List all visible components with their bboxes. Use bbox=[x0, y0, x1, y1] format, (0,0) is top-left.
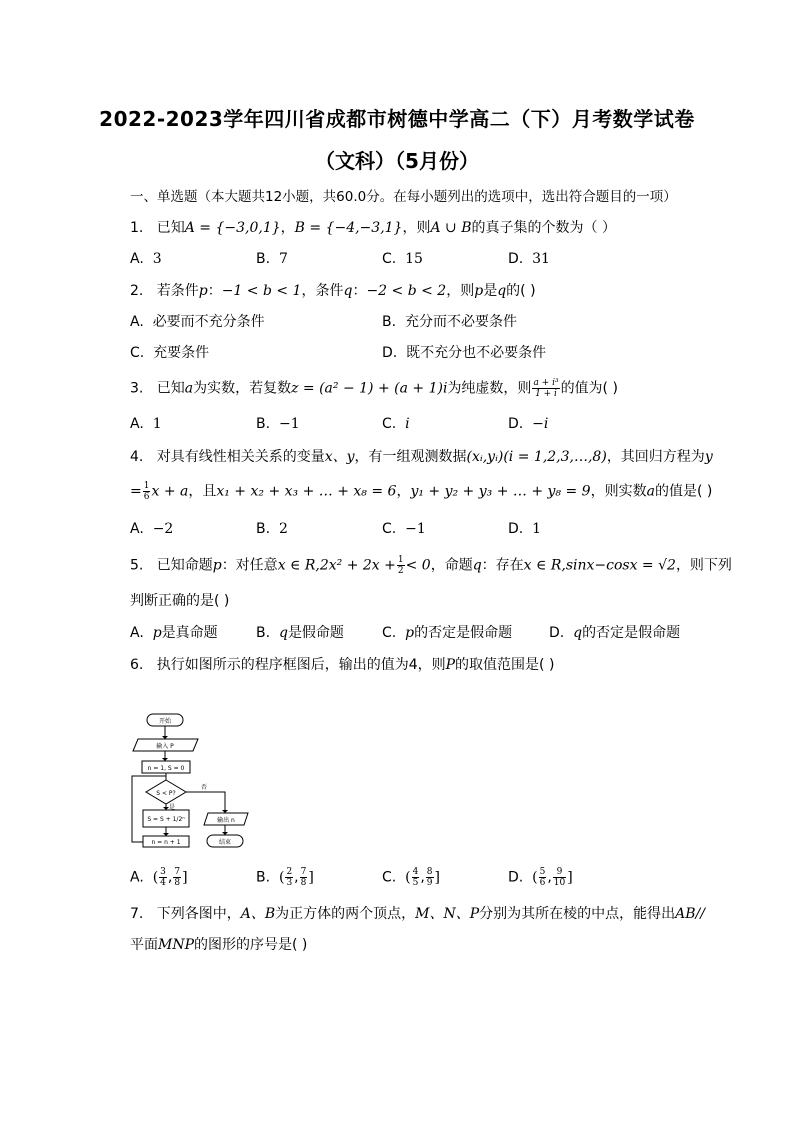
program-flowchart bbox=[128, 712, 258, 852]
q3-option-d[interactable]: D. −i bbox=[508, 416, 549, 432]
question-1: 1. 已知A = {−3,0,1}，B = {−4,−3,1}，则A ∪ B的真子集的个数为（ ） bbox=[130, 220, 616, 236]
q5-option-d[interactable]: D. q的否定是假命题 bbox=[549, 625, 681, 641]
q4-option-c[interactable]: C. −1 bbox=[382, 521, 426, 537]
q3-fraction: $\frac{\text{a + i³}}{1 + i}$ bbox=[533, 378, 559, 399]
question-4-line-2: = $\frac{1}{6}$ x + a，且x₁ + x₂ + x₃ + … + x₈ = 6，y₁ + y₂ + y₃ + … + y₈ = 9，则实数a的值是( ) bbox=[130, 481, 713, 502]
flow-start-text: 开始 bbox=[158, 718, 172, 725]
q5-option-a[interactable]: A. p是真命题 bbox=[130, 625, 218, 641]
question-2: 2. 若条件p：−1 < b < 1，条件q：−2 < b < 2，则p是q的( ) bbox=[130, 283, 536, 299]
question-7-line-1: 7. 下列各图中，A、B为正方体的两个顶点，M、N、P分别为其所在棱的中点，能得出AB// bbox=[130, 906, 705, 922]
flow-cond-text: S < P? bbox=[156, 790, 176, 797]
flow-no-text: 否 bbox=[200, 784, 208, 791]
question-5-line-2: 判断正确的是( ) bbox=[130, 593, 230, 609]
q3-option-b[interactable]: B. −1 bbox=[256, 416, 300, 432]
q2-option-d[interactable]: D. 既不充分也不必要条件 bbox=[382, 345, 547, 361]
q4-option-d[interactable]: D. 1 bbox=[508, 521, 542, 537]
q6-option-a[interactable]: A. ( $\frac{3}{4}$ , $\frac{7}{8}$ ] bbox=[130, 867, 188, 888]
section-heading: 一、单选题（本大题共12小题，共60.0分。在每小题列出的选项中，选出符合题目的一项） bbox=[130, 189, 677, 205]
q2-option-c[interactable]: C. 充要条件 bbox=[130, 345, 210, 361]
question-5-line-1: 5. 已知命题p：对任意x ∈ R,2x² + 2x + $\frac{1}{2}$ < 0，命题q：存在x ∈ R,sinx−cosx = √2，则下列 bbox=[130, 555, 732, 576]
flow-yes-text: 是 bbox=[168, 804, 176, 811]
question-6: 6. 执行如图所示的程序框图后，输出的值为4，则P的取值范围是( ) bbox=[130, 657, 555, 673]
flow-init-text: n = 1, S = 0 bbox=[147, 765, 185, 772]
q6-option-c[interactable]: C. ( $\frac{4}{5}$ , $\frac{8}{9}$ ] bbox=[382, 867, 440, 888]
flow-output-text: 输出 n bbox=[217, 817, 235, 824]
q5-option-c[interactable]: C. p的否定是假命题 bbox=[382, 625, 513, 641]
q1-option-c[interactable]: C. 15 bbox=[382, 251, 423, 267]
question-3: 3. 已知a为实数，若复数z = (a² − 1) + (a + 1)i为纯虚数，则 $\frac{\text{a + i³}}{1 + i}$ 的值为( ) bbox=[130, 378, 618, 399]
q6-option-d[interactable]: D. ( $\frac{5}{6}$ , $\frac{9}{10}$ ] bbox=[508, 867, 573, 888]
q4-fraction: $\frac{1}{6}$ bbox=[143, 481, 150, 502]
flow-incr-text: n = n + 1 bbox=[151, 839, 181, 846]
q2-option-b[interactable]: B. 充分而不必要条件 bbox=[382, 314, 517, 330]
flow-update-text: S = S + 1/2ⁿ bbox=[147, 816, 185, 823]
q5-option-b[interactable]: B. q是假命题 bbox=[256, 625, 344, 641]
exam-subtitle: （文科）（5月份） bbox=[315, 149, 479, 173]
q2-option-a[interactable]: A. 必要而不充分条件 bbox=[130, 314, 265, 330]
question-4-line-1: 4. 对具有线性相关关系的变量x、y，有一组观测数据(xᵢ,yᵢ)(i = 1,2,3,…,8)，其回归方程为y bbox=[130, 449, 713, 465]
q4-option-b[interactable]: B. 2 bbox=[256, 521, 288, 537]
q6-option-b[interactable]: B. ( $\frac{2}{3}$ , $\frac{7}{8}$ ] bbox=[256, 867, 314, 888]
question-7-line-2: 平面MNP的图形的序号是( ) bbox=[130, 937, 308, 953]
q5-fraction: $\frac{1}{2}$ bbox=[397, 555, 404, 576]
q1-option-b[interactable]: B. 7 bbox=[256, 251, 288, 267]
q1-option-d[interactable]: D. 31 bbox=[508, 251, 550, 267]
exam-title: 2022-2023学年四川省成都市树德中学高二（下）月考数学试卷 bbox=[99, 107, 695, 131]
flow-input-text: 输入 P bbox=[156, 743, 174, 750]
q3-option-c[interactable]: C. i bbox=[382, 416, 410, 432]
q4-option-a[interactable]: A. −2 bbox=[130, 521, 174, 537]
q1-option-a[interactable]: A. 3 bbox=[130, 251, 162, 267]
flow-end-text: 结束 bbox=[218, 839, 232, 846]
q3-option-a[interactable]: A. 1 bbox=[130, 416, 162, 432]
